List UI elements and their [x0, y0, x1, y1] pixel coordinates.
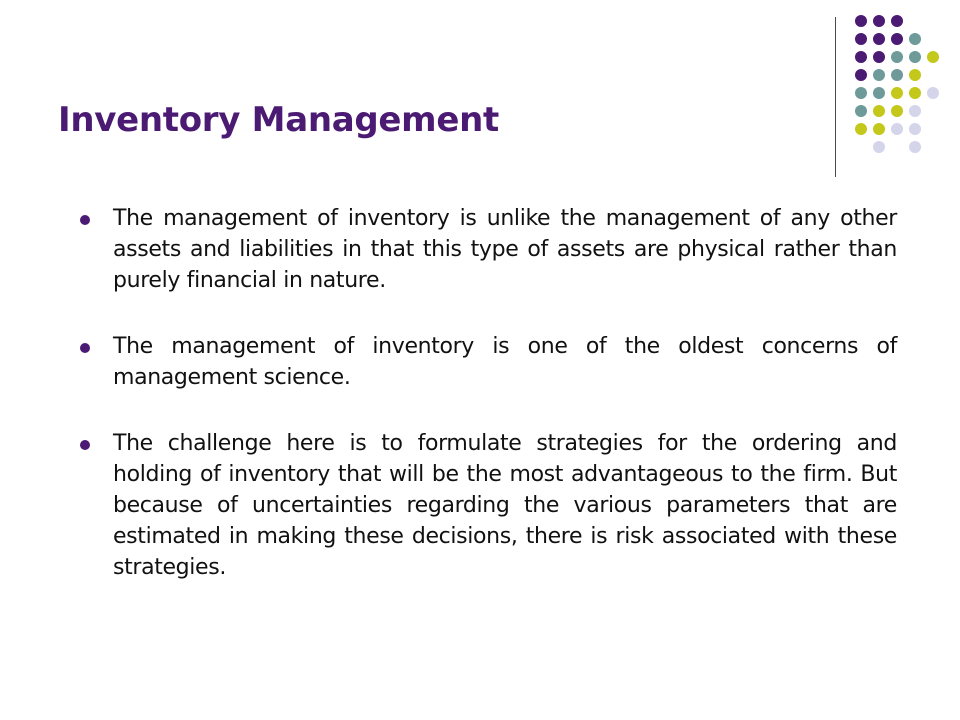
decorative-dot: [873, 51, 885, 63]
bullet-point-icon: [80, 440, 90, 450]
decorative-dot: [855, 15, 867, 27]
decorative-dot: [873, 105, 885, 117]
bullet-item: [80, 331, 897, 393]
decorative-dot: [873, 15, 885, 27]
decorative-dot: [891, 87, 903, 99]
decorative-dot: [909, 87, 921, 99]
decorative-dot: [873, 33, 885, 45]
decorative-dot-grid: [0, 0, 960, 180]
decorative-dot: [891, 69, 903, 81]
decorative-divider: [835, 17, 836, 177]
decorative-dot: [873, 123, 885, 135]
bullet-text: The challenge here is to formulate strategies for the ordering and holding of inventory that will be the most advantageous to the firm. But because of uncertainties regarding the various parameters that are estimated in making these decisions, there is risk associated with these strategies.: [113, 431, 897, 580]
decorative-dot: [855, 69, 867, 81]
decorative-dot: [855, 33, 867, 45]
decorative-dot: [909, 141, 921, 153]
bullet-list: [80, 203, 897, 618]
decorative-dot: [927, 87, 939, 99]
bullet-text: The management of inventory is unlike the management of any other assets and liabilities in that this type of assets are physical rather than purely financial in nature.: [113, 206, 897, 293]
decorative-dot: [909, 105, 921, 117]
decorative-dot: [855, 123, 867, 135]
decorative-dot: [891, 15, 903, 27]
decorative-dot: [873, 87, 885, 99]
decorative-dot: [909, 33, 921, 45]
slide-title: Inventory Management: [58, 100, 499, 140]
decorative-dot: [909, 69, 921, 81]
decorative-dot: [873, 69, 885, 81]
decorative-dot: [855, 87, 867, 99]
decorative-dot: [927, 51, 939, 63]
bullet-text: The management of inventory is one of the oldest concerns of management science.: [113, 334, 897, 390]
bullet-point-icon: [80, 343, 90, 353]
bullet-item: [80, 203, 897, 296]
decorative-dot: [909, 123, 921, 135]
decorative-dot: [891, 105, 903, 117]
decorative-dot: [891, 51, 903, 63]
decorative-dot: [891, 33, 903, 45]
bullet-item: [80, 428, 897, 583]
decorative-dot: [855, 51, 867, 63]
bullet-point-icon: [80, 215, 90, 225]
decorative-dot: [909, 51, 921, 63]
decorative-dot: [873, 141, 885, 153]
decorative-dot: [855, 105, 867, 117]
decorative-dot: [891, 123, 903, 135]
